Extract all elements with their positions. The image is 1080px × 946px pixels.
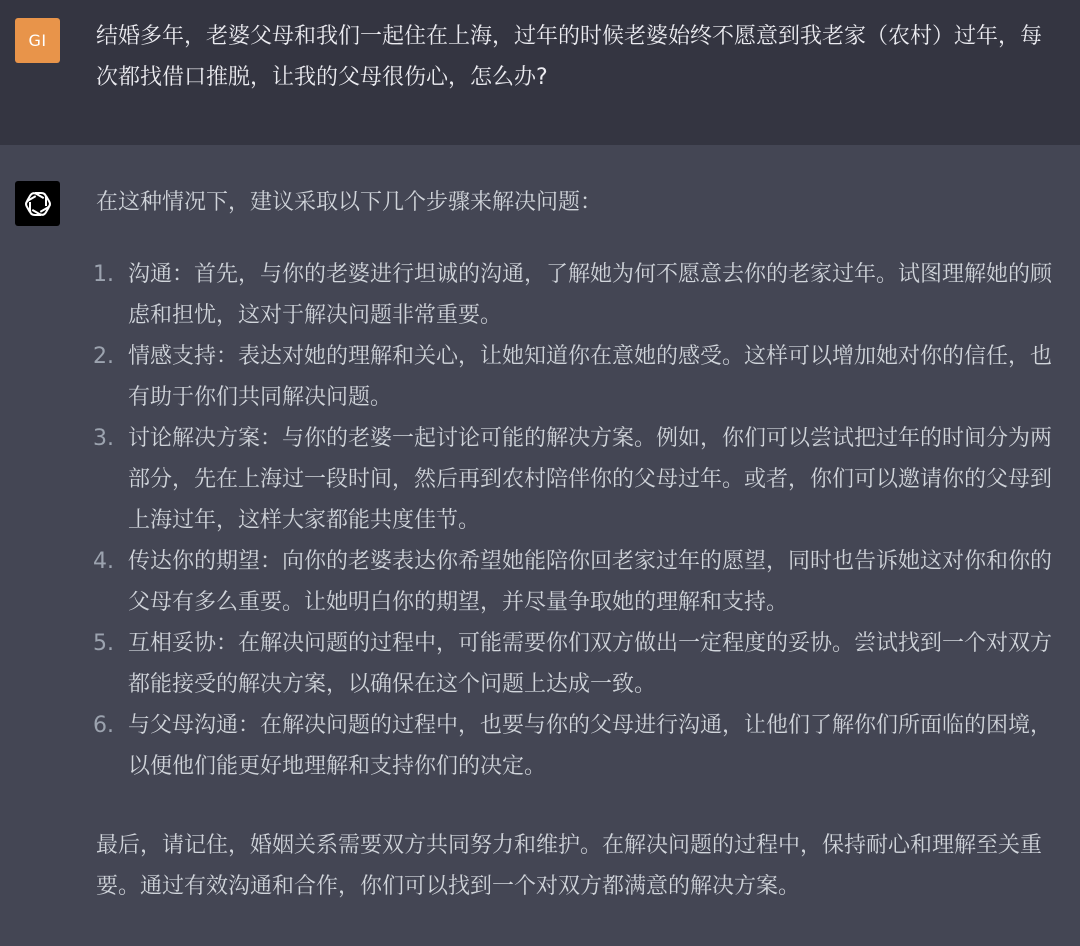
step-number: 4. — [93, 549, 114, 574]
step-text: 互相妥协：在解决问题的过程中，可能需要你们双方做出一定程度的妥协。尝试找到一个对双方都能接受的解决方案，以确保在这个问题上达成一致。 — [128, 631, 1053, 697]
user-avatar: GI — [15, 18, 60, 63]
assistant-intro: 在这种情况下，建议采取以下几个步骤来解决问题： — [96, 190, 603, 215]
assistant-avatar — [15, 181, 60, 226]
step-number: 6. — [93, 713, 114, 738]
list-item — [93, 418, 1062, 541]
list-item — [93, 336, 1062, 418]
list-item — [93, 254, 1062, 336]
step-text: 情感支持：表达对她的理解和关心，让她知道你在意她的感受。这样可以增加她对你的信任，也有助于你们共同解决问题。 — [128, 344, 1053, 410]
step-number: 5. — [93, 631, 114, 656]
assistant-message — [0, 145, 1080, 946]
list-item — [93, 705, 1062, 787]
step-number: 3. — [93, 426, 114, 451]
openai-logo-icon — [22, 188, 54, 220]
step-text: 传达你的期望：向你的老婆表达你希望她能陪你回老家过年的愿望，同时也告诉她这对你和你的父母有多么重要。让她明白你的期望，并尽量争取她的理解和支持。 — [128, 549, 1053, 615]
list-item — [93, 541, 1062, 623]
step-text: 讨论解决方案：与你的老婆一起讨论可能的解决方案。例如，你们可以尝试把过年的时间分为两部分，先在上海过一段时间，然后再到农村陪伴你的父母过年。或者，你们可以邀请你的父母到上海过年，这样大家都能共度佳节。 — [128, 426, 1053, 533]
step-text: 沟通：首先，与你的老婆进行坦诚的沟通，了解她为何不愿意去你的老家过年。试图理解她的顾虑和担忧，这对于解决问题非常重要。 — [128, 262, 1053, 328]
step-number: 1. — [93, 262, 114, 287]
assistant-conclusion: 最后，请记住，婚姻关系需要双方共同努力和维护。在解决问题的过程中，保持耐心和理解至关重要。通过有效沟通和合作，你们可以找到一个对双方都满意的解决方案。 — [96, 833, 1043, 899]
step-text: 与父母沟通：在解决问题的过程中，也要与你的父母进行沟通，让他们了解你们所面临的困境，以便他们能更好地理解和支持你们的决定。 — [128, 713, 1053, 779]
user-message-text: 结婚多年，老婆父母和我们一起住在上海，过年的时候老婆始终不愿意到我老家（农村）过年，每次都找借口推脱，让我的父母很伤心，怎么办? — [96, 24, 1043, 90]
list-item — [93, 623, 1062, 705]
steps-list — [93, 254, 1062, 787]
user-message — [0, 0, 1080, 145]
step-number: 2. — [93, 344, 114, 369]
